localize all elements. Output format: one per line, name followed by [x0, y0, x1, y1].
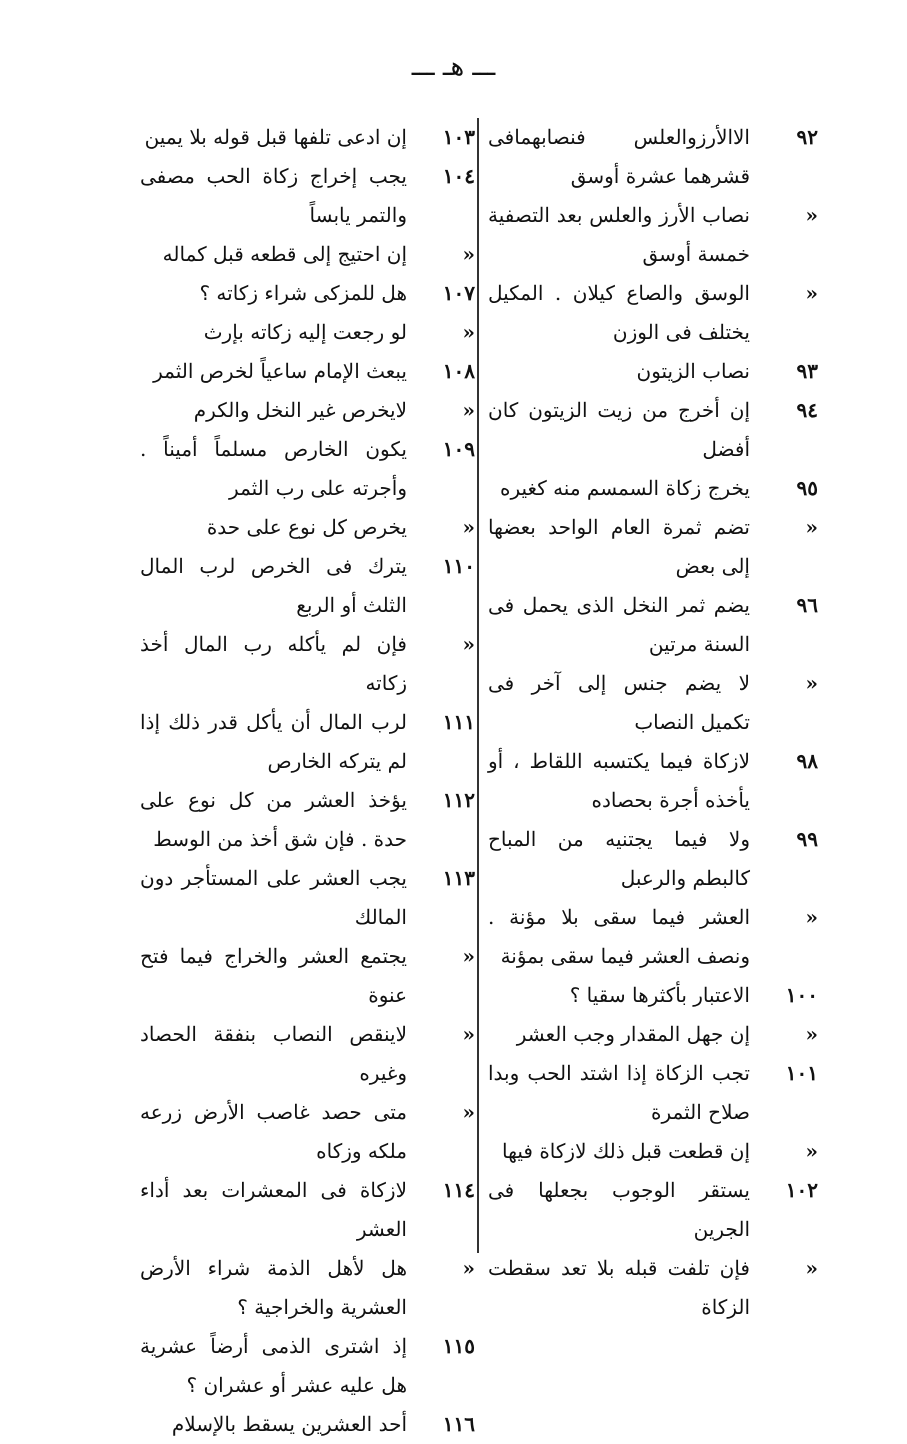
entry-number: « [462, 944, 475, 968]
index-entry [140, 235, 475, 274]
entry-text: فإن تلفت قبله بلا تعد سقطت الزكاة [488, 1256, 750, 1319]
entry-text: تضم ثمرة العام الواحد بعضها إلى بعض [488, 515, 750, 578]
entry-text: لو رجعت إليه زكاته بإرث [203, 320, 407, 344]
entry-number: ١٠٤ [442, 164, 475, 188]
entry-text: لازكاة فيما يكتسبه اللقاط ، أو يأخذه أجرة بحصاده [488, 749, 750, 812]
index-entry [140, 1327, 475, 1405]
index-entry [140, 391, 475, 430]
entry-text: إذ اشترى الذمى أرضاً عشرية هل عليه عشر أو عشران ؟ [140, 1334, 407, 1397]
index-entry [140, 352, 475, 391]
entry-text: يكون الخارص مسلماً أميناً . وأجرته على رب الثمر [140, 437, 407, 500]
entry-text: لرب المال أن يأكل قدر ذلك إذا لم يتركه الخارص [140, 710, 407, 773]
entry-number: « [805, 1256, 818, 1280]
entry-number: ٩٦ [796, 593, 818, 617]
entry-number: « [462, 242, 475, 266]
entry-number: « [805, 203, 818, 227]
entry-text: لايخرص غير النخل والكرم [193, 398, 407, 422]
entry-text: يخرص كل نوع على حدة [206, 515, 407, 539]
entry-text: يجب العشر على المستأجر دون المالك [140, 866, 407, 929]
entry-text: ولا فيما يجتنيه من المباح كالبطم والرعبل [488, 827, 750, 890]
entry-text: هل للمزكى شراء زكاته ؟ [199, 281, 407, 305]
entry-number: ٩٨ [796, 749, 818, 773]
entry-number: « [805, 1022, 818, 1046]
entry-text: نصاب الأرز والعلس بعد التصفية خمسة أوسق [488, 203, 750, 266]
entry-number: « [462, 398, 475, 422]
right-column [488, 118, 818, 1327]
entry-number: ١٠٧ [442, 281, 475, 305]
entry-text: لاينقص النصاب بنفقة الحصاد وغيره [140, 1022, 407, 1085]
column-divider [477, 118, 479, 1253]
entry-number: « [462, 632, 475, 656]
index-entry [488, 1054, 818, 1132]
entry-text: يبعث الإمام ساعياً لخرص الثمر [153, 359, 407, 383]
index-entry [488, 976, 818, 1015]
entry-number: « [805, 515, 818, 539]
index-entry [488, 391, 818, 469]
entry-text: يستقر الوجوب بجعلها فى الجرين [488, 1178, 750, 1241]
index-entry [488, 1171, 818, 1249]
index-entry [140, 703, 475, 781]
page-header: ـــ هـ ـــ [411, 52, 496, 82]
index-entry [488, 742, 818, 820]
entry-text: العشر فيما سقى بلا مؤنة . ونصف العشر فيما سقى بمؤنة [488, 905, 750, 968]
entry-number: ١١٤ [442, 1178, 475, 1202]
entry-number: ١٠٢ [785, 1178, 818, 1202]
index-entry [140, 859, 475, 937]
entry-number: « [805, 1139, 818, 1163]
index-entry [140, 781, 475, 859]
entry-text: نصاب الزيتون [636, 359, 750, 383]
index-entry [140, 430, 475, 508]
entry-number: ١١٠ [442, 554, 475, 578]
index-entry [488, 196, 818, 274]
entry-number: ٩٥ [796, 476, 818, 500]
entry-number: ١٠١ [785, 1061, 818, 1085]
entry-number: ١٠٣ [442, 125, 475, 149]
entry-text: يضم ثمر النخل الذى يحمل فى السنة مرتين [488, 593, 750, 656]
index-entry [140, 157, 475, 235]
index-entry [140, 508, 475, 547]
entry-number: ٩٩ [796, 827, 818, 851]
entry-number: ٩٤ [796, 398, 818, 422]
index-entry [488, 898, 818, 976]
entry-text: لا يضم جنس إلى آخر فى تكميل النصاب [488, 671, 750, 734]
index-entry [140, 547, 475, 625]
index-entry [488, 118, 818, 196]
entry-text: يترك فى الخرص لرب المال الثلث أو الربع [140, 554, 407, 617]
index-entry [140, 1405, 475, 1444]
entry-number: ١٠٩ [442, 437, 475, 461]
entry-text: متى حصد غاصب الأرض زرعه ملكه وزكاه [140, 1100, 407, 1163]
entry-number: « [462, 1022, 475, 1046]
entry-number: « [805, 905, 818, 929]
entry-text: تجب الزكاة إذا اشتد الحب وبدا صلاح الثمرة [488, 1061, 750, 1124]
entry-number: ١١٥ [442, 1334, 475, 1358]
entry-text: الوسق والصاع كيلان . المكيل يختلف فى الوزن [488, 281, 750, 344]
entry-text: هل لأهل الذمة شراء الأرض العشرية والخراجية ؟ [140, 1256, 407, 1319]
index-entry [140, 118, 475, 157]
index-entry [488, 1015, 818, 1054]
entry-number: ١١١ [442, 710, 475, 734]
index-entry [140, 1015, 475, 1093]
entry-text: إن أخرج من زيت الزيتون كان أفضل [488, 398, 750, 461]
entry-number: ١٠٨ [442, 359, 475, 383]
entry-text: إن ادعى تلفها قبل قوله بلا يمين [144, 125, 407, 149]
index-entry [140, 1249, 475, 1327]
entry-number: « [462, 515, 475, 539]
entry-text: يؤخذ العشر من كل نوع على حدة . فإن شق أخذ من الوسط [140, 788, 407, 851]
entry-number: ١٠٠ [785, 983, 818, 1007]
index-entry [488, 352, 818, 391]
left-column [140, 118, 475, 1444]
index-entry [140, 1171, 475, 1249]
entry-number: ١١٣ [442, 866, 475, 890]
index-entry [488, 469, 818, 508]
index-entry [140, 625, 475, 703]
entry-number: « [805, 281, 818, 305]
entry-text: إن قطعت قبل ذلك لازكاة فيها [502, 1139, 750, 1163]
entry-number: ١١٢ [442, 788, 475, 812]
entry-text: يجب إخراج زكاة الحب مصفى والتمر يابساً [140, 164, 407, 227]
entry-text: إن جهل المقدار وجب العشر [516, 1022, 750, 1046]
index-entry [488, 508, 818, 586]
entry-number: ٩٢ [796, 125, 818, 149]
index-entry [488, 586, 818, 664]
entry-number: « [462, 1256, 475, 1280]
entry-text: يجتمع العشر والخراج فيما فتح عنوة [140, 944, 407, 1007]
index-entry [140, 937, 475, 1015]
entry-number: ١١٦ [442, 1412, 475, 1436]
entry-text: يخرج زكاة السمسم منه كغيره [500, 476, 750, 500]
entry-text: فإن لم يأكله رب المال أخذ زكاته [140, 632, 407, 695]
entry-number: « [462, 1100, 475, 1124]
entry-number: ٩٣ [796, 359, 818, 383]
index-entry [488, 664, 818, 742]
index-entry [488, 274, 818, 352]
entry-text: أحد العشرين يسقط بالإسلام [171, 1412, 407, 1436]
index-entry [488, 1249, 818, 1327]
entry-text: إن احتيج إلى قطعه قبل كماله [162, 242, 407, 266]
entry-text: لازكاة فى المعشرات بعد أداء العشر [140, 1178, 407, 1241]
index-entry [140, 313, 475, 352]
entry-text: الاعتبار بأكثرها سقيا ؟ [569, 983, 750, 1007]
index-entry [488, 820, 818, 898]
index-entry [140, 274, 475, 313]
index-entry [140, 1093, 475, 1171]
entry-text: الاالأرزوالعلس فنصابهمافى قشرهما عشرة أوسق [488, 125, 750, 188]
entry-number: « [462, 320, 475, 344]
entry-number: « [805, 671, 818, 695]
index-entry [488, 1132, 818, 1171]
